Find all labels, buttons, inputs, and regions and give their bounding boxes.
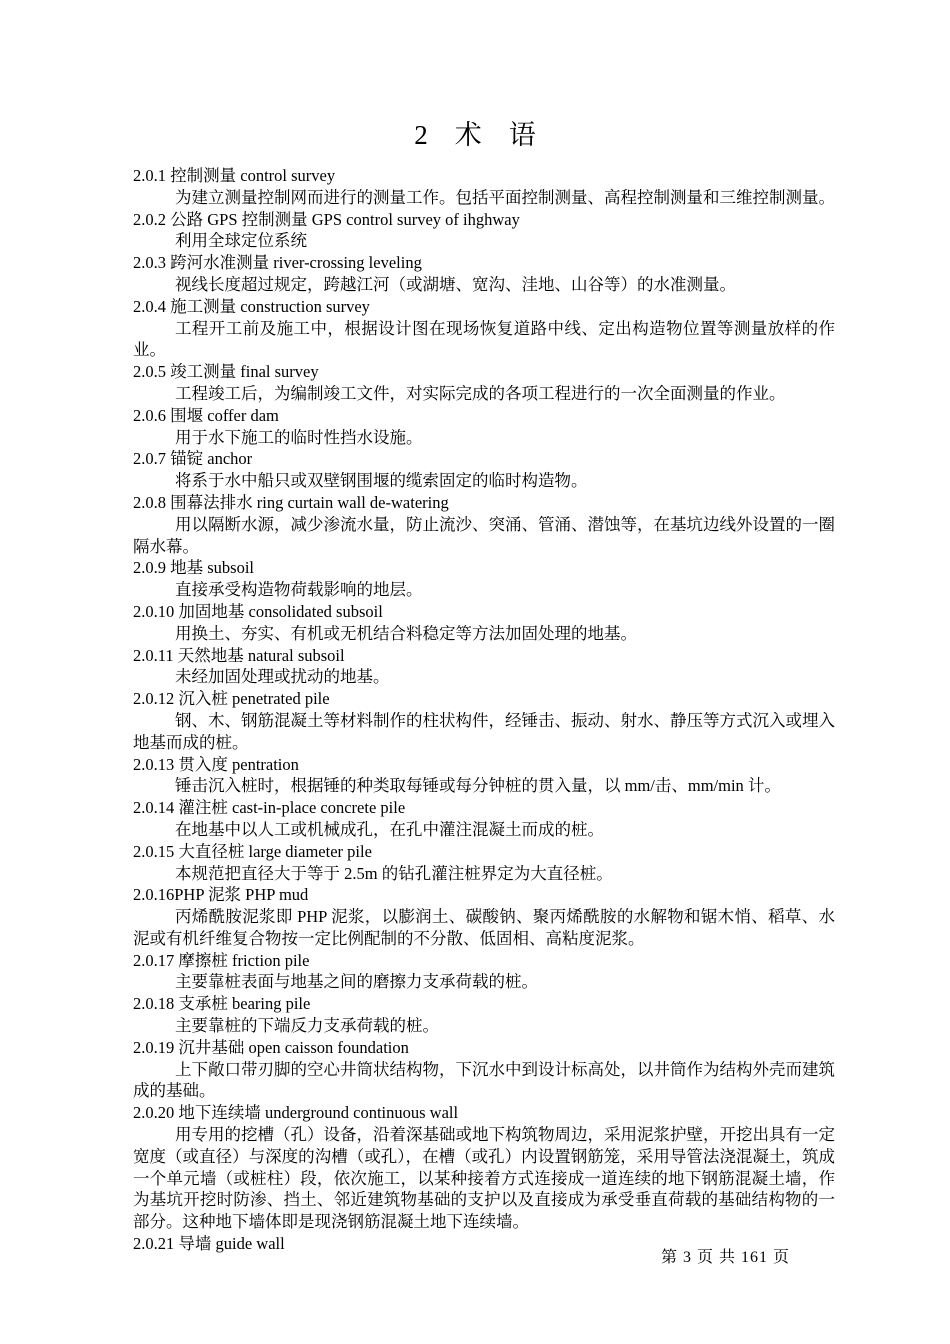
- term-entry: [133, 448, 835, 492]
- term-heading: 2.0.1 控制测量 control survey: [133, 166, 336, 185]
- term-entry: [133, 797, 835, 841]
- term-heading: 2.0.5 竣工测量 final survey: [133, 362, 319, 382]
- term-entry: [133, 601, 835, 645]
- terms-list: [133, 165, 835, 1255]
- term-heading: 2.0.2 公路 GPS 控制测量 GPS control survey of ihghway: [133, 209, 520, 229]
- term-entry: [133, 165, 835, 209]
- term-definition: 直接承受构造物荷载影响的地层。: [175, 580, 423, 600]
- term-entry: [133, 993, 835, 1037]
- term-entry: [133, 1102, 835, 1233]
- term-heading: 2.0.16PHP 泥浆 PHP mud: [133, 885, 309, 905]
- term-entry: [133, 1037, 835, 1102]
- term-definition: 未经加固处理或扰动的地基。: [175, 667, 390, 687]
- term-entry: [133, 754, 835, 798]
- page-number: 第 3 页 共 161 页: [660, 1249, 790, 1266]
- term-heading: 2.0.6 围堰 coffer dam: [133, 405, 279, 425]
- term-heading: 2.0.18 支承桩 bearing pile: [133, 994, 311, 1014]
- term-definition: 工程开工前及施工中，根据设计图在现场恢复道路中线、定出构造物位置等测量放样的作业。: [133, 318, 835, 360]
- term-definition: 丙烯酰胺泥浆即 PHP 泥浆，以膨润土、碳酸钠、聚丙烯酰胺的水解物和锯木悄、稻草、水泥或有机纤维复合物按一定比例配制的不分散、低固相、高粘度泥浆。: [133, 907, 835, 948]
- term-heading: 2.0.7 锚锭 anchor: [133, 449, 253, 469]
- term-heading: 2.0.20 地下连续墙 underground continuous wall: [133, 1103, 459, 1123]
- term-definition: 本规范把直径大于等于 2.5m 的钻孔灌注桩界定为大直径桩。: [175, 863, 613, 883]
- term-heading: 2.0.12 沉入桩 penetrated pile: [133, 689, 330, 709]
- term-entry: [133, 557, 835, 601]
- term-entry: [133, 645, 835, 689]
- term-entry: [133, 252, 835, 296]
- term-entry: [133, 296, 835, 361]
- term-heading: 2.0.13 贯入度 pentration: [133, 754, 299, 774]
- term-heading: 2.0.9 地基 subsoil: [133, 558, 255, 578]
- term-definition: 视线长度超过规定，跨越江河（或湖塘、宽沟、洼地、山谷等）的水准测量。: [175, 274, 736, 294]
- term-definition: 用换土、夯实、有机或无机结合料稳定等方法加固处理的地基。: [175, 623, 637, 643]
- term-heading: 2.0.10 加固地基 consolidated subsoil: [133, 601, 383, 621]
- term-definition: 将系于水中船只或双壁钢围堰的缆索固定的临时构造物。: [175, 471, 588, 491]
- term-heading: 2.0.14 灌注桩 cast-in-place concrete pile: [133, 798, 406, 818]
- term-definition: 用以隔断水源，减少渗流水量，防止流沙、突涌、管涌、潜蚀等，在基坑边线外设置的一圈隔水幕。: [133, 514, 835, 556]
- term-definition: 用于水下施工的临时性挡水设施。: [175, 427, 423, 447]
- term-definition: 主要靠桩表面与地基之间的磨擦力支承荷载的桩。: [175, 972, 538, 992]
- term-entry: [133, 492, 835, 557]
- term-entry: [133, 209, 835, 253]
- term-heading: 2.0.19 沉井基础 open caisson foundation: [133, 1037, 409, 1057]
- term-entry: [133, 884, 835, 949]
- term-definition: 用专用的挖槽（孔）设备，沿着深基础或地下构筑物周边，采用泥浆护壁，开挖出具有一定宽度（或直径）与深度的沟槽（或孔），在槽（或孔）内设置钢筋笼，采用导管法浇混凝土，筑成一个单元墙（或桩柱）段，依次施工，以某种接着方式连接成一道连续的地下钢筋混凝土墙，作为基坑开挖时防渗、挡土、邻近建筑物基础的支护以及直接成为承受垂直荷载的基础结构物的一部分。这种地下墙体即是现浇钢筋混凝土地下连续墙。: [133, 1125, 835, 1232]
- term-heading: 2.0.3 跨河水准测量 river-crossing leveling: [133, 253, 422, 273]
- term-definition: 锤击沉入桩时，根据锤的种类取每锤或每分钟桩的贯入量，以 mm/击、mm/min 计。: [175, 776, 781, 796]
- term-definition: 在地基中以人工或机械成孔，在孔中灌注混凝土而成的桩。: [175, 819, 604, 839]
- term-heading: 2.0.4 施工测量 construction survey: [133, 296, 370, 316]
- term-heading: 2.0.17 摩擦桩 friction pile: [133, 950, 310, 970]
- term-definition: 钢、木、钢筋混凝土等材料制作的柱状构件，经锤击、振动、射水、静压等方式沉入或埋入地基而成的桩。: [133, 710, 835, 752]
- term-heading: 2.0.11 天然地基 natural subsoil: [133, 645, 345, 665]
- term-definition: 主要靠桩的下端反力支承荷载的桩。: [175, 1016, 439, 1036]
- term-entry: [133, 688, 835, 753]
- term-definition: 上下敞口带刃脚的空心井筒状结构物，下沉水中到设计标高处，以井筒作为结构外壳而建筑成的基础。: [133, 1059, 835, 1101]
- term-entry: [133, 361, 835, 405]
- term-heading: 2.0.21 导墙 guide wall: [133, 1234, 285, 1254]
- term-entry: [133, 841, 835, 885]
- term-entry: [133, 405, 835, 449]
- term-definition: 为建立测量控制网而进行的测量工作。包括平面控制测量、高程控制测量和三维控制测量。: [175, 187, 835, 207]
- term-definition: 工程竣工后，为编制竣工文件，对实际完成的各项工程进行的一次全面测量的作业。: [175, 383, 786, 403]
- term-heading: 2.0.8 围幕法排水 ring curtain wall de-watering: [133, 492, 449, 512]
- term-heading: 2.0.15 大直径桩 large diameter pile: [133, 841, 372, 861]
- page-title: 2 术 语: [414, 120, 536, 150]
- term-entry: [133, 950, 835, 994]
- term-definition: 利用全球定位系统: [175, 231, 307, 251]
